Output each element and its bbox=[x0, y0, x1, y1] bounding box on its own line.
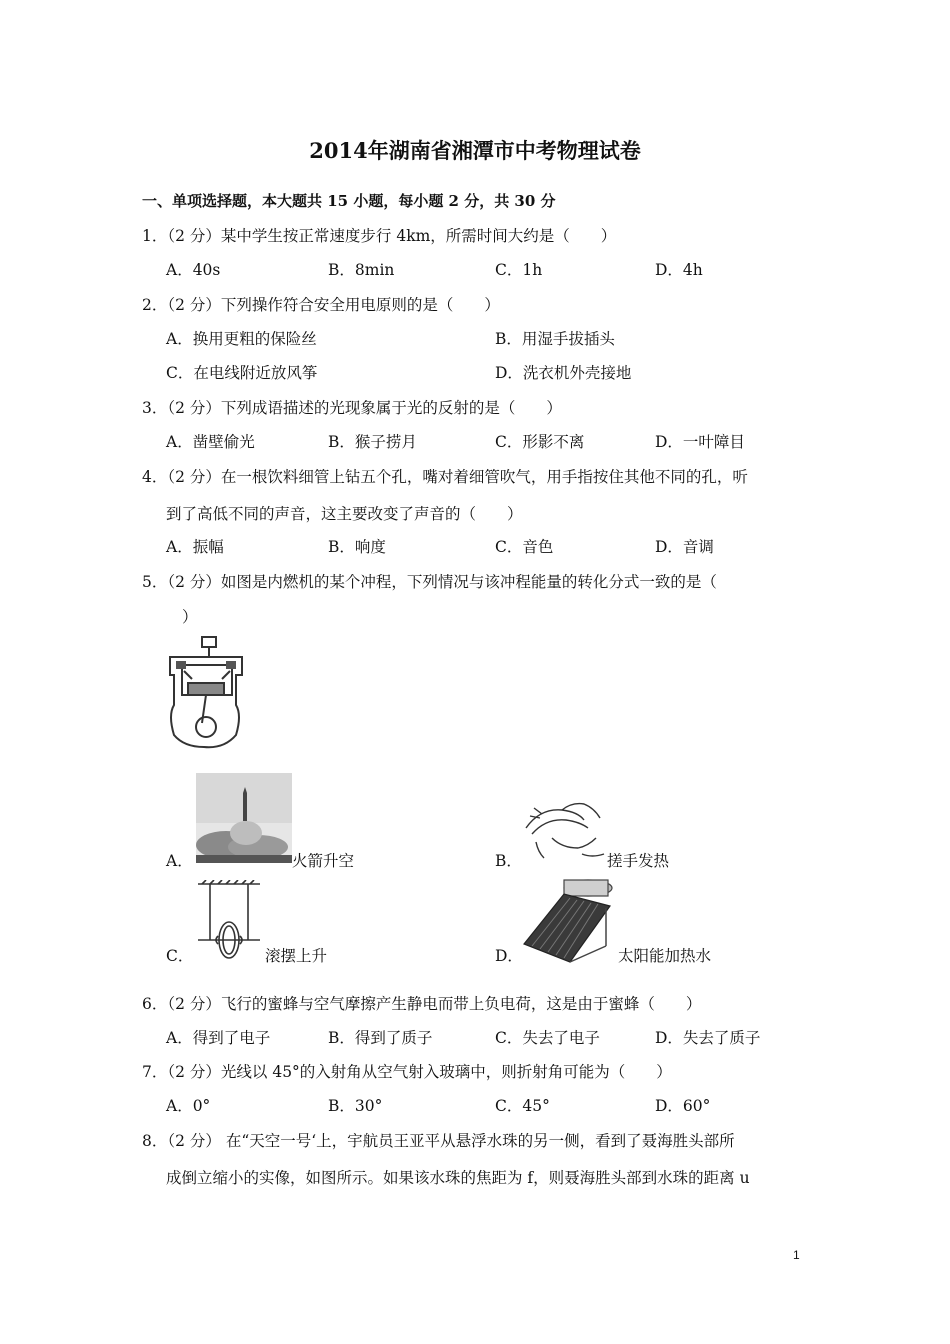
q5-option-a-text: 火箭升空 bbox=[292, 852, 355, 870]
question-6-stem: 6．（2 分）飞行的蜜蜂与空气摩擦产生静电而带上负电荷，这是由于蜜蜂（ ） bbox=[142, 995, 702, 1013]
question-5-stem-line2: ） bbox=[182, 608, 198, 626]
q5-option-d-letter: D． bbox=[495, 947, 523, 965]
q7-option-a: A．0° bbox=[166, 1097, 211, 1115]
q7-option-d: D．60° bbox=[655, 1097, 711, 1115]
q6-option-c: C．失去了电子 bbox=[495, 1029, 600, 1047]
q1-option-b: B．8min bbox=[328, 261, 395, 279]
q4-option-b: B．响度 bbox=[328, 538, 386, 556]
q2-option-d: D．洗衣机外壳接地 bbox=[495, 364, 632, 382]
maxwell-wheel-image bbox=[196, 880, 262, 964]
q4-option-d: D．音调 bbox=[655, 538, 714, 556]
q4-option-c: C．音色 bbox=[495, 538, 554, 556]
q3-option-b: B．猴子捞月 bbox=[328, 433, 417, 451]
q1-option-d: D．4h bbox=[655, 261, 703, 279]
question-2-stem: 2．（2 分）下列操作符合安全用电原则的是（ ） bbox=[142, 296, 500, 314]
q5-option-c-text: 滚摆上升 bbox=[265, 947, 328, 965]
q1-option-c: C．1h bbox=[495, 261, 543, 279]
rubbing-hands-image bbox=[522, 798, 608, 862]
q5-option-b-letter: B． bbox=[495, 852, 522, 870]
solar-water-heater-image bbox=[520, 876, 616, 964]
q7-option-b: B．30° bbox=[328, 1097, 383, 1115]
q7-option-c: C．45° bbox=[495, 1097, 550, 1115]
question-4-stem-line1: 4．（2 分）在一根饮料细管上钻五个孔，嘴对着细管吹气，用手指按住其他不同的孔，听 bbox=[142, 468, 748, 486]
q2-option-c: C．在电线附近放风筝 bbox=[166, 364, 318, 382]
q2-option-a: A．换用更粗的保险丝 bbox=[166, 330, 317, 348]
engine-stroke-figure bbox=[164, 635, 246, 751]
q5-option-d-text: 太阳能加热水 bbox=[618, 947, 712, 965]
q2-option-b: B．用湿手拔插头 bbox=[495, 330, 615, 348]
q3-option-a: A．凿壁偷光 bbox=[166, 433, 255, 451]
question-1-stem: 1．（2 分）某中学生按正常速度步行 4km，所需时间大约是（ ） bbox=[142, 227, 617, 245]
section-heading: 一、单项选择题，本大题共 15 小题，每小题 2 分，共 30 分 bbox=[142, 192, 556, 210]
q3-option-d: D．一叶障目 bbox=[655, 433, 745, 451]
q4-option-a: A．振幅 bbox=[166, 538, 224, 556]
q1-option-a: A．40s bbox=[166, 261, 221, 279]
question-7-stem: 7．（2 分）光线以 45°的入射角从空气射入玻璃中，则折射角可能为（ ） bbox=[142, 1063, 672, 1081]
page-title: 2014年湖南省湘潭市中考物理试卷 bbox=[309, 138, 641, 163]
q6-option-a: A．得到了电子 bbox=[166, 1029, 271, 1047]
question-5-stem-line1: 5．（2 分）如图是内燃机的某个冲程，下列情况与该冲程能量的转化分式一致的是（ bbox=[142, 573, 717, 591]
q6-option-b: B．得到了质子 bbox=[328, 1029, 433, 1047]
page-number: 1 bbox=[793, 1248, 800, 1262]
q6-option-d: D．失去了质子 bbox=[655, 1029, 761, 1047]
q3-option-c: C．形影不离 bbox=[495, 433, 585, 451]
q5-option-c-letter: C． bbox=[166, 947, 194, 965]
question-8-stem-line2: 成倒立缩小的实像，如图所示。如果该水珠的焦距为 f，则聂海胜头部到水珠的距离 u bbox=[166, 1169, 750, 1187]
question-8-stem-line1: 8．（2 分） 在“天空一号‘上，宇航员王亚平从悬浮水珠的另一侧，看到了聂海胜头部所 bbox=[142, 1132, 735, 1150]
q5-option-b-text: 搓手发热 bbox=[607, 852, 670, 870]
rocket-launch-image bbox=[196, 773, 292, 863]
question-4-stem-line2: 到了高低不同的声音，这主要改变了声音的（ ） bbox=[166, 505, 523, 523]
q5-option-a-letter: A． bbox=[166, 852, 193, 870]
question-3-stem: 3．（2 分）下列成语描述的光现象属于光的反射的是（ ） bbox=[142, 399, 562, 417]
